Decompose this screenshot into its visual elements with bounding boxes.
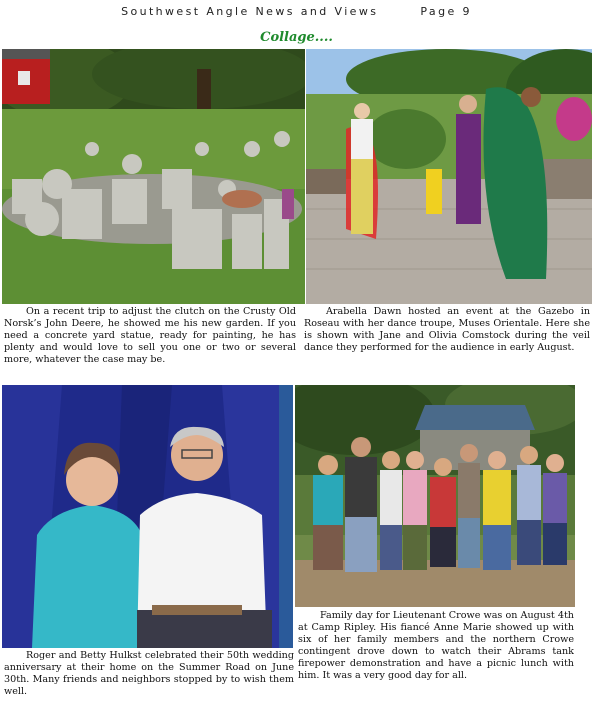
page-header [0,5,593,18]
caption-garden [4,306,296,366]
caption-family [298,610,574,681]
caption-anniversary [4,650,294,698]
caption-dance-text: Arabella Dawn hosted an event at the Gazebo in Roseau with her dance troupe, Muses Orientale. Here she is shown with Jane and Olivia Comstock during the veil dance they performed for the audience in early August. [304,306,590,353]
caption-dance [304,306,590,354]
photo-dance [306,49,592,304]
photo-garden [2,49,305,304]
photo-anniversary [2,385,293,648]
page-number: Page 9 [420,5,472,18]
caption-garden-text: On a recent trip to adjust the clutch on the Crusty Old Norsk’s John Deere, he showed me his new garden. If you need a concrete yard statue, ready for painting, he has plenty and would love to sell you one or two or several more, whatever the case may be. [4,306,296,365]
caption-family-text: Family day for Lieutenant Crowe was on August 4th at Camp Ripley. His fiancé Anne Marie showed up with six of her family members and the northern Crowe contingent drove down to watch their Abrams tank firepower demonstration and have a picnic lunch with him. It was a very good day for all. [298,610,574,681]
page-subtitle: Collage.... [260,30,333,45]
publication-name: Southwest Angle News and Views [121,5,379,18]
photo-family [295,385,575,607]
caption-anniversary-text: Roger and Betty Hulkst celebrated their 50th wedding anniversary at their home on the Summer Road on June 30th. Many friends and neighbors stopped by to wish them well. [4,650,294,697]
